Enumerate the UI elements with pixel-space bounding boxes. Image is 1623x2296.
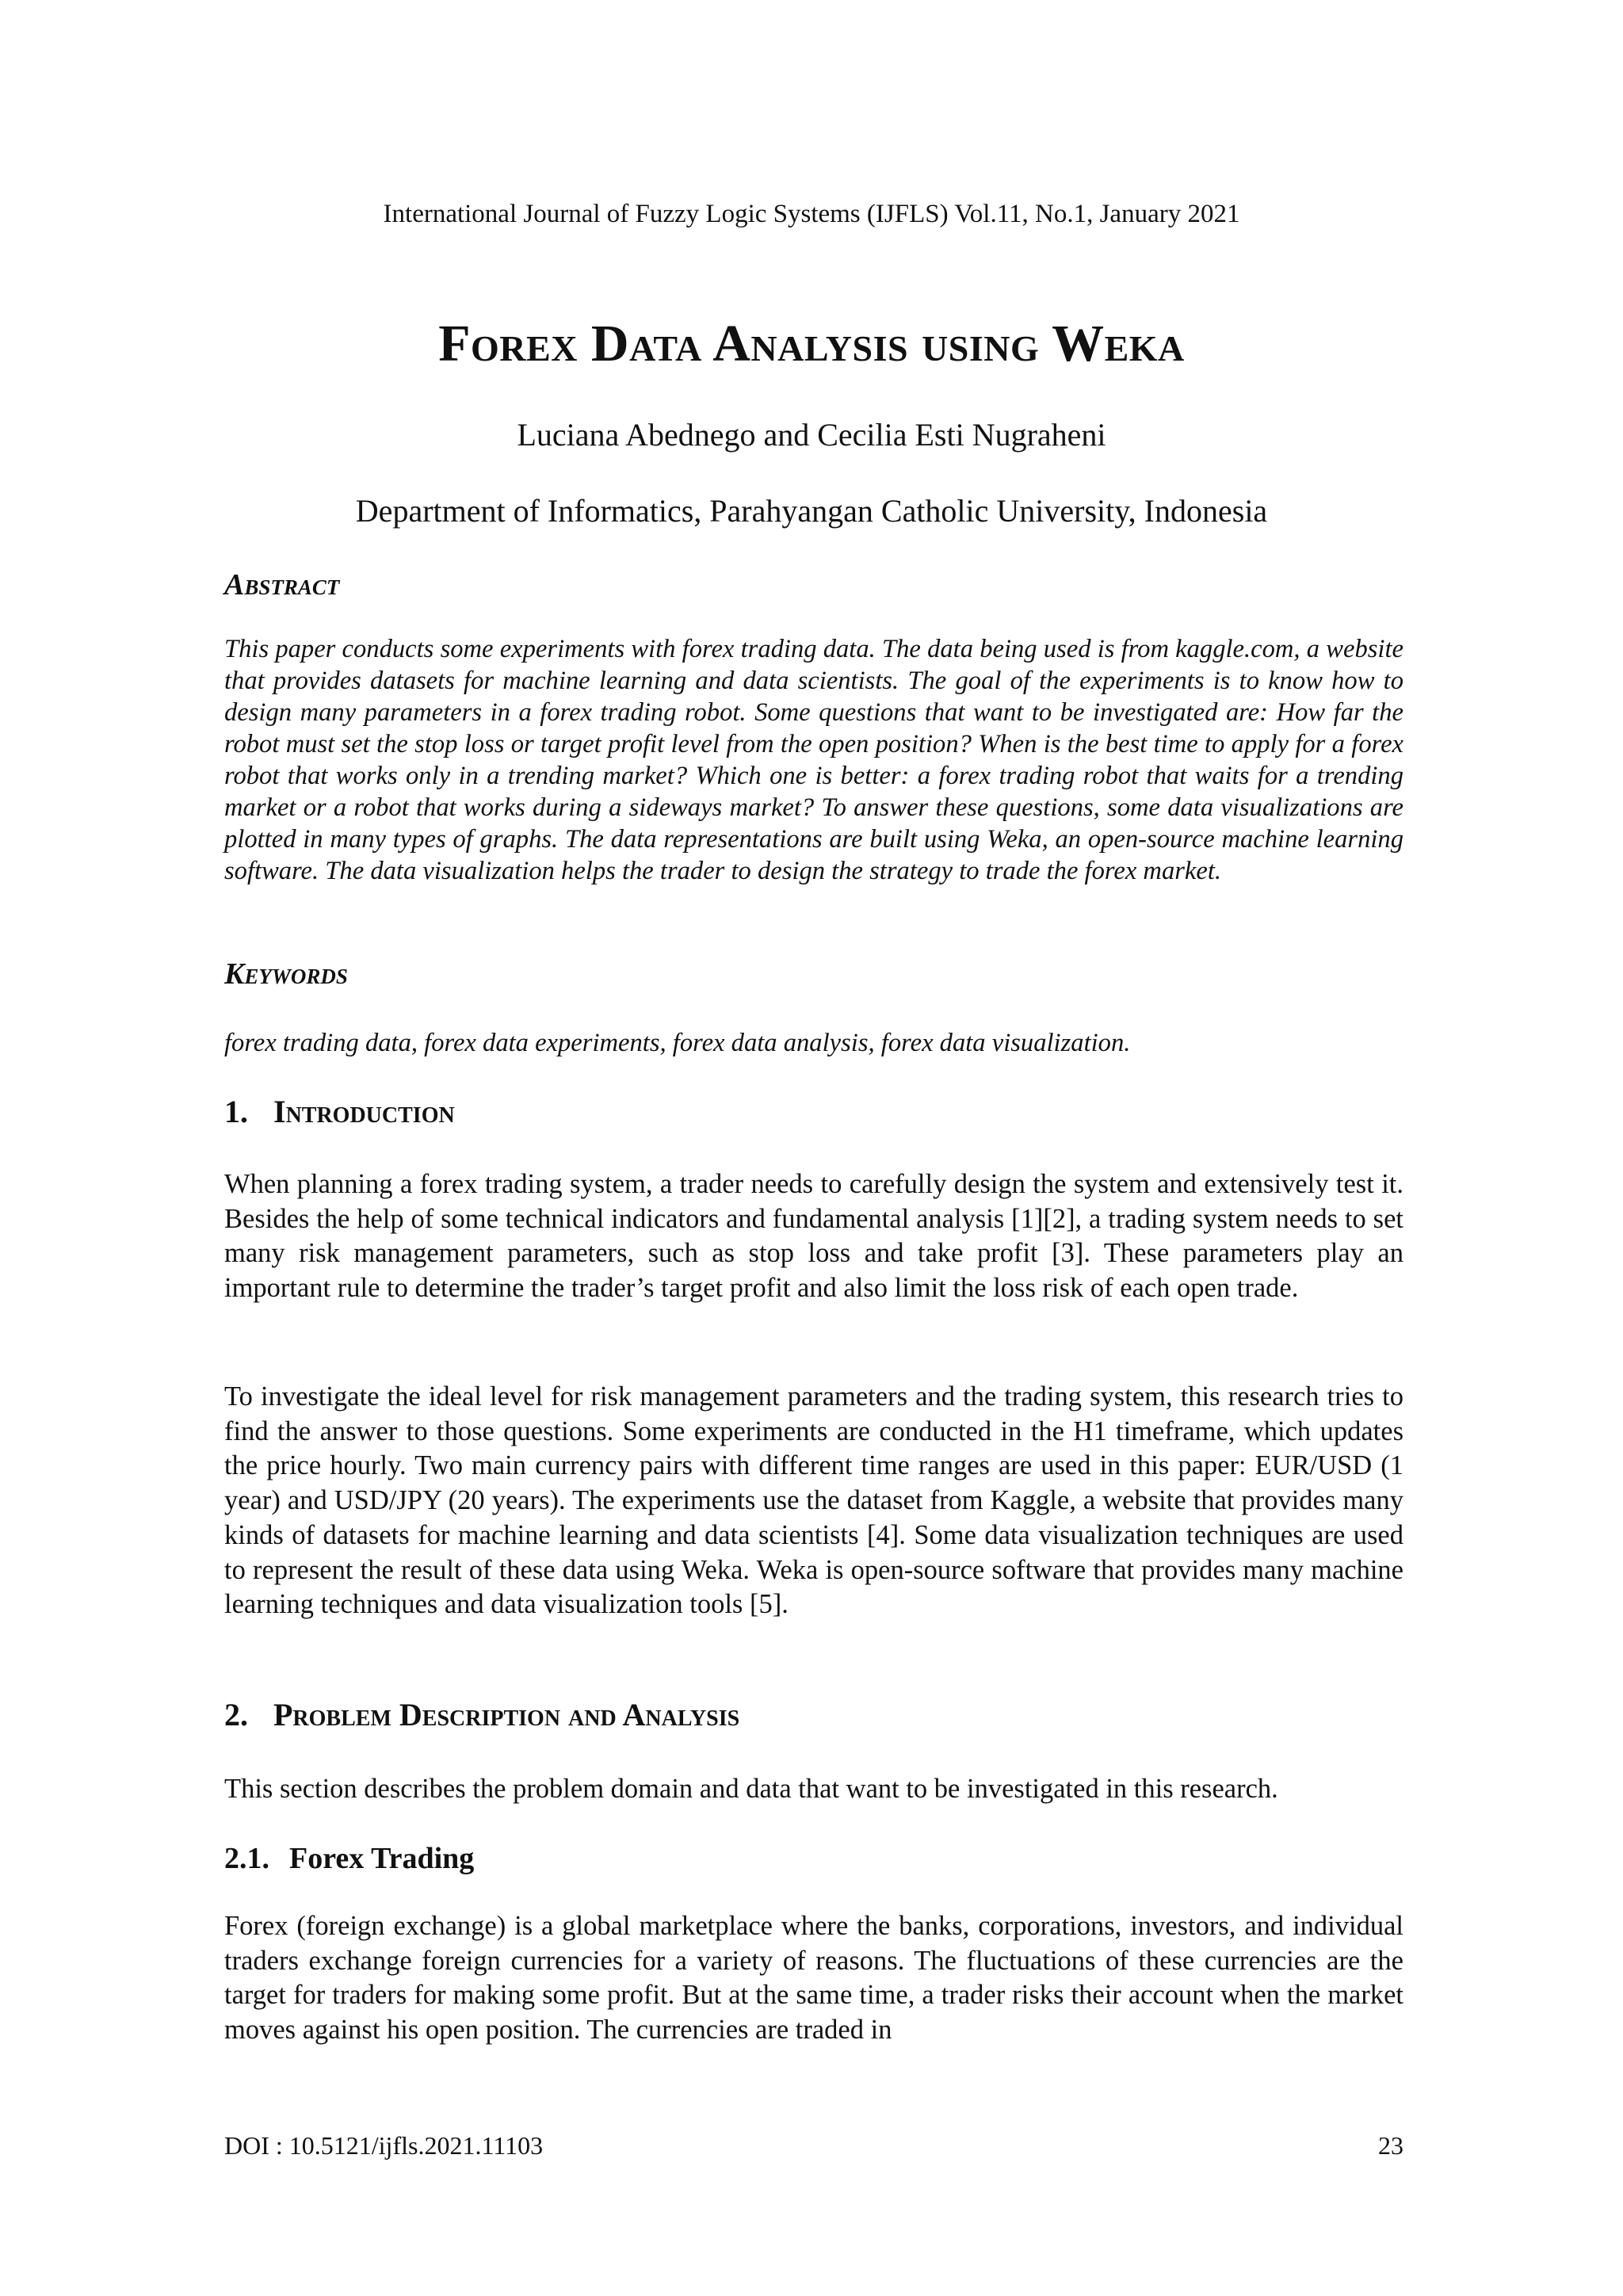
section-title: Problem Description and Analysis — [273, 1697, 740, 1733]
section-heading-introduction — [224, 1091, 455, 1133]
keywords-heading: Keywords — [224, 957, 348, 991]
page-number: 23 — [1378, 2131, 1403, 2160]
author-affiliation: Department of Informatics, Parahyangan Catholic University, Indonesia — [355, 493, 1268, 529]
abstract-text: This paper conducts some experiments with forex trading data. The data being used is from kaggle.com, a website that provides datasets for machine learning and data scientists. The goal of the experiments is to know how to design many parameters in a forex trading robot. Some questions that want to be investigated are: How far the robot must set the stop loss or target profit level from the open position? When is the best time to apply for a forex robot that works only in a trending market? Which one is better: a forex trading robot that waits for a trending market or a robot that works during a sideways market? To answer these questions, some data visualizations are plotted in many types of graphs. The data representations are built using Weka, an open-source machine learning software. The data visualization helps the trader to design the strategy to trade the forex market. — [224, 635, 1403, 885]
body-paragraph: This section describes the problem domain and data that want to be investigated in this research. — [224, 1774, 1278, 1804]
section-number: 2. — [224, 1697, 248, 1733]
subsection-heading-forex-trading — [224, 1839, 474, 1878]
subsection-number: 2.1. — [224, 1842, 269, 1875]
section-title: Introduction — [273, 1094, 455, 1129]
body-paragraph: To investigate the ideal level for risk management parameters and the trading system, this research tries to find the answer to those questions. Some experiments are conducted in the H1 timeframe, which updates the price hourly. Two main currency pairs with different time ranges are used in this paper: EUR/USD (1 year) and USD/JPY (20 years). The experiments use the dataset from Kaggle, a website that provides many kinds of datasets for machine learning and data scientists [4]. Some data visualization techniques are used to represent the result of these data using Weka. Weka is open-source software that provides many machine learning techniques and data visualization tools [5]. — [224, 1381, 1403, 1620]
body-paragraph: When planning a forex trading system, a trader needs to carefully design the system and extensively test it. Besides the help of some technical indicators and fundamental analysis [1][2], a trading system needs to set many risk management parameters, such as stop loss and take profit [3]. These parameters play an important rule to determine the trader’s target profit and also limit the loss risk of each open trade. — [224, 1169, 1403, 1304]
author-list: Luciana Abednego and Cecilia Esti Nugraheni — [517, 417, 1106, 453]
keywords-text: forex trading data, forex data experiments, forex data analysis, forex data visualization. — [224, 1029, 1131, 1057]
footer-doi: DOI : 10.5121/ijfls.2021.11103 — [224, 2131, 544, 2160]
paper-title: Forex Data Analysis using Weka — [438, 315, 1185, 372]
abstract-heading: Abstract — [224, 568, 340, 602]
subsection-title: Forex Trading — [289, 1842, 475, 1875]
body-paragraph: Forex (foreign exchange) is a global marketplace where the banks, corporations, investors, and individual traders exchange foreign currencies for a variety of reasons. The fluctuations of these currencies are the target for traders for making some profit. But at the same time, a trader risks their account when the market moves against his open position. The currencies are traded in — [224, 1911, 1403, 2046]
section-heading-problem-description — [224, 1694, 739, 1736]
section-number: 1. — [224, 1094, 248, 1129]
journal-header: International Journal of Fuzzy Logic Systems (IJFLS) Vol.11, No.1, January 2021 — [383, 200, 1240, 228]
